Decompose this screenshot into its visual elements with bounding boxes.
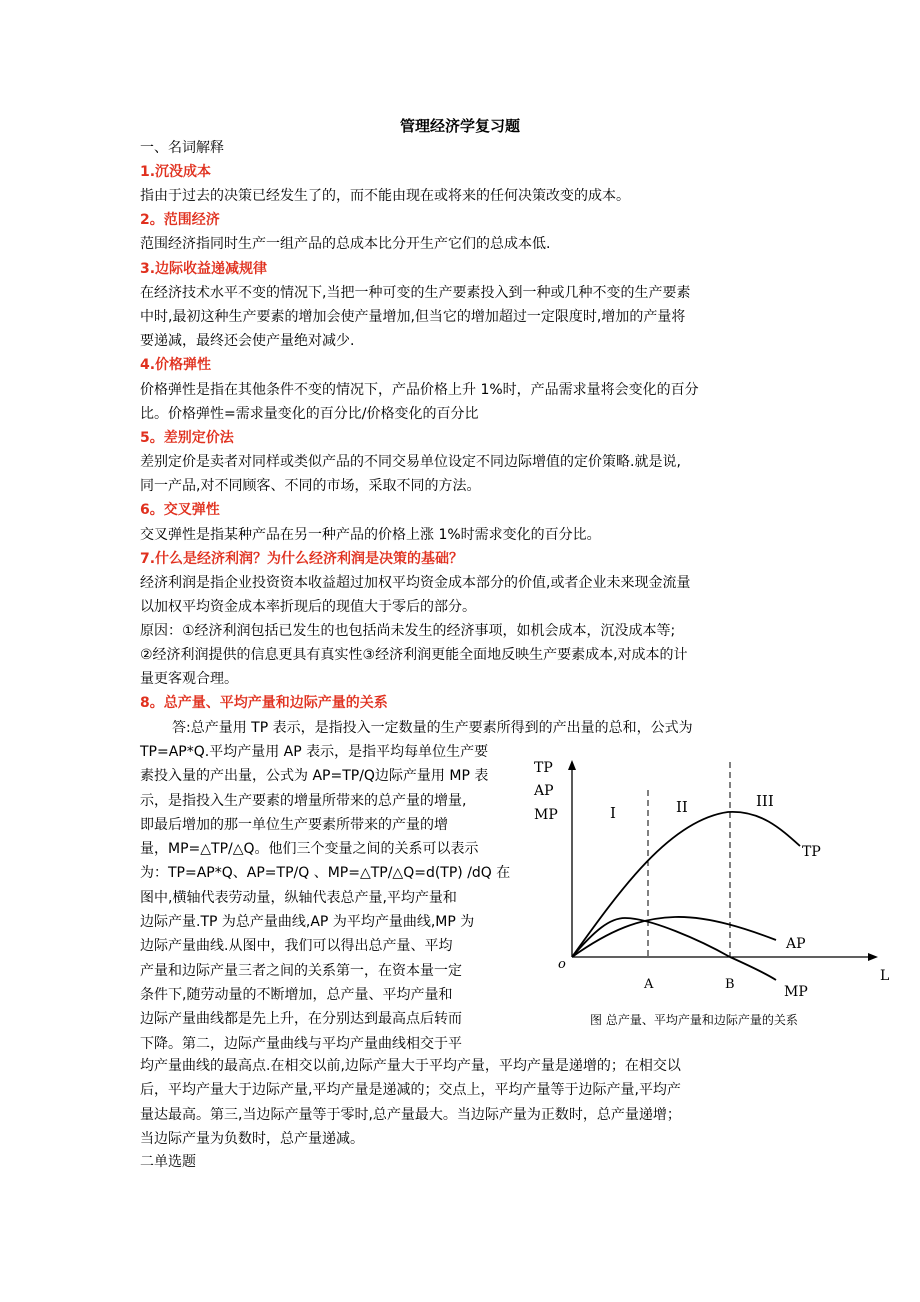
answer-line: TP=AP*Q.平均产量用 AP 表示，是指平均每单位生产要 [140, 744, 489, 760]
tp-curve-label: TP [802, 844, 821, 860]
ap-curve-label: AP [786, 936, 806, 952]
figure-caption: 图 总产量、平均产量和边际产量的关系 [590, 1013, 798, 1027]
answer-line: 为：TP=AP*Q、AP=TP/Q 、MP=△TP/△Q=d(TP) /dQ 在 [140, 865, 511, 882]
mp-curve-label: MP [784, 984, 808, 1000]
term-body: 在经济技术水平不变的情况下,当把一种可变的生产要素投入到一种或几种不变的生产要素 [140, 285, 691, 301]
origin-label: o [558, 957, 566, 972]
term-body: 价格弹性是指在其他条件不变的情况下，产品价格上升 1%时，产品需求量将会变化的百分 [140, 382, 699, 398]
answer-line: 量，MP=△TP/△Q。他们三个变量之间的关系可以表示 [140, 841, 479, 858]
answer-line: 边际产量曲线都是先上升，在分别达到最高点后转而 [140, 1011, 462, 1028]
mark-a-label: A [644, 977, 654, 992]
term-body: 差别定价是卖者对同样或类似产品的不同交易单位设定不同边际增值的定价策略.就是说, [140, 454, 681, 470]
region-2-label: II [676, 798, 688, 816]
term-heading-5: 5。差别定价法 [140, 430, 234, 446]
term-body: 比。价格弹性=需求量变化的百分比/价格变化的百分比 [140, 406, 479, 422]
answer-line: 均产量曲线的最高点.在相交以前,边际产量大于平均产量，平均产量是递增的；在相交以 [140, 1058, 681, 1074]
term-body: 原因：①经济利润包括已发生的也包括尚未发生的经济事项，如机会成本，沉没成本等; [140, 623, 676, 639]
section-heading-1: 一、名词解释 [140, 140, 224, 156]
term-heading-6: 6。交叉弹性 [140, 502, 220, 518]
term-heading-8: 8。总产量、平均产量和边际产量的关系 [140, 695, 388, 711]
term-body: 范围经济指同时生产一组产品的总成本比分开生产它们的总成本低. [140, 236, 551, 252]
term-heading-7: 7.什么是经济利润？为什么经济利润是决策的基础？ [140, 551, 464, 567]
y-label-tp: TP [534, 760, 553, 776]
term-heading-1: 1.沉没成本 [140, 164, 212, 180]
answer-line: 素投入量的产出量，公式为 AP=TP/Q边际产量用 MP 表 [140, 768, 489, 785]
answer-line: 后，平均产量大于边际产量,平均产量是递减的；交点上，平均产量等于边际产量,平均产 [140, 1082, 681, 1099]
answer-line: 当边际产量为负数时，总产量递减。 [140, 1130, 364, 1147]
answer-full-width [140, 1054, 800, 1151]
answer-line: 即最后增加的那一单位生产要素所带来的产量的增 [140, 816, 448, 833]
answer-line: 边际产量曲线.从图中，我们可以得出总产量、平均 [140, 938, 453, 955]
y-axis-arrow [568, 760, 576, 770]
term-body: 同一产品,对不同顾客、不同的市场，采取不同的方法。 [140, 478, 481, 494]
region-1-label: I [610, 804, 616, 822]
answer-left-column [140, 740, 535, 1056]
answer-line: 量达最高。第三,当边际产量等于零时,总产量最大。当边际产量为正数时，总产量递增； [140, 1106, 681, 1123]
term-heading-2: 2。范围经济 [140, 212, 220, 228]
document-title: 管理经济学复习题 [399, 117, 520, 135]
mark-b-label: B [725, 977, 735, 992]
x-axis-label: L [880, 968, 890, 984]
y-label-mp: MP [534, 807, 558, 823]
production-curves-figure [500, 750, 900, 1010]
ap-curve [572, 917, 776, 957]
region-3-label: III [756, 792, 774, 810]
section-heading-2: 二单选题 [140, 1154, 196, 1170]
answer-line: 边际产量.TP 为总产量曲线,AP 为平均产量曲线,MP 为 [140, 914, 475, 931]
answer-line: 产量和边际产量三者之间的关系第一，在资本量一定 [140, 962, 462, 979]
term-body: 量更客观合理。 [140, 671, 238, 687]
term-body: 交叉弹性是指某种产品在另一种产品的价格上涨 1%时需求变化的百分比。 [140, 527, 601, 543]
y-label-ap: AP [534, 783, 554, 799]
answer-line: 图中,横轴代表劳动量，纵轴代表总产量,平均产量和 [140, 889, 457, 906]
term-body: 指由于过去的决策已经发生了的，而不能由现在或将来的任何决策改变的成本。 [140, 188, 630, 204]
term-body: 要递减，最终还会使产量绝对减少. [140, 333, 355, 349]
term-body: 中时,最初这种生产要素的增加会使产量增加,但当它的增加超过一定限度时,增加的产量将 [140, 309, 686, 325]
term-heading-3: 3.边际收益递减规律 [140, 261, 268, 277]
term-body: ②经济利润提供的信息更具有真实性③经济利润更能全面地反映生产要素成本,对成本的计 [140, 647, 688, 663]
term-body: 经济利润是指企业投资资本收益超过加权平均资金成本部分的价值,或者企业未来现金流量 [140, 575, 691, 591]
term-body: 以加权平均资金成本率折现后的现值大于零后的部分。 [140, 599, 476, 615]
term-heading-4: 4.价格弹性 [140, 357, 212, 373]
mp-curve [572, 918, 776, 980]
answer-line: 条件下,随劳动量的不断增加，总产量、平均产量和 [140, 986, 453, 1003]
answer-intro: 答:总产量用 TP 表示，是指投入一定数量的生产要素所得到的产出量的总和，公式为 [172, 720, 693, 736]
answer-line: 下降。第二，边际产量曲线与平均产量曲线相交于平 [140, 1035, 462, 1052]
x-axis-arrow [868, 953, 878, 961]
answer-line: 示，是指投入生产要素的增量所带来的总产量的增量, [140, 792, 467, 809]
